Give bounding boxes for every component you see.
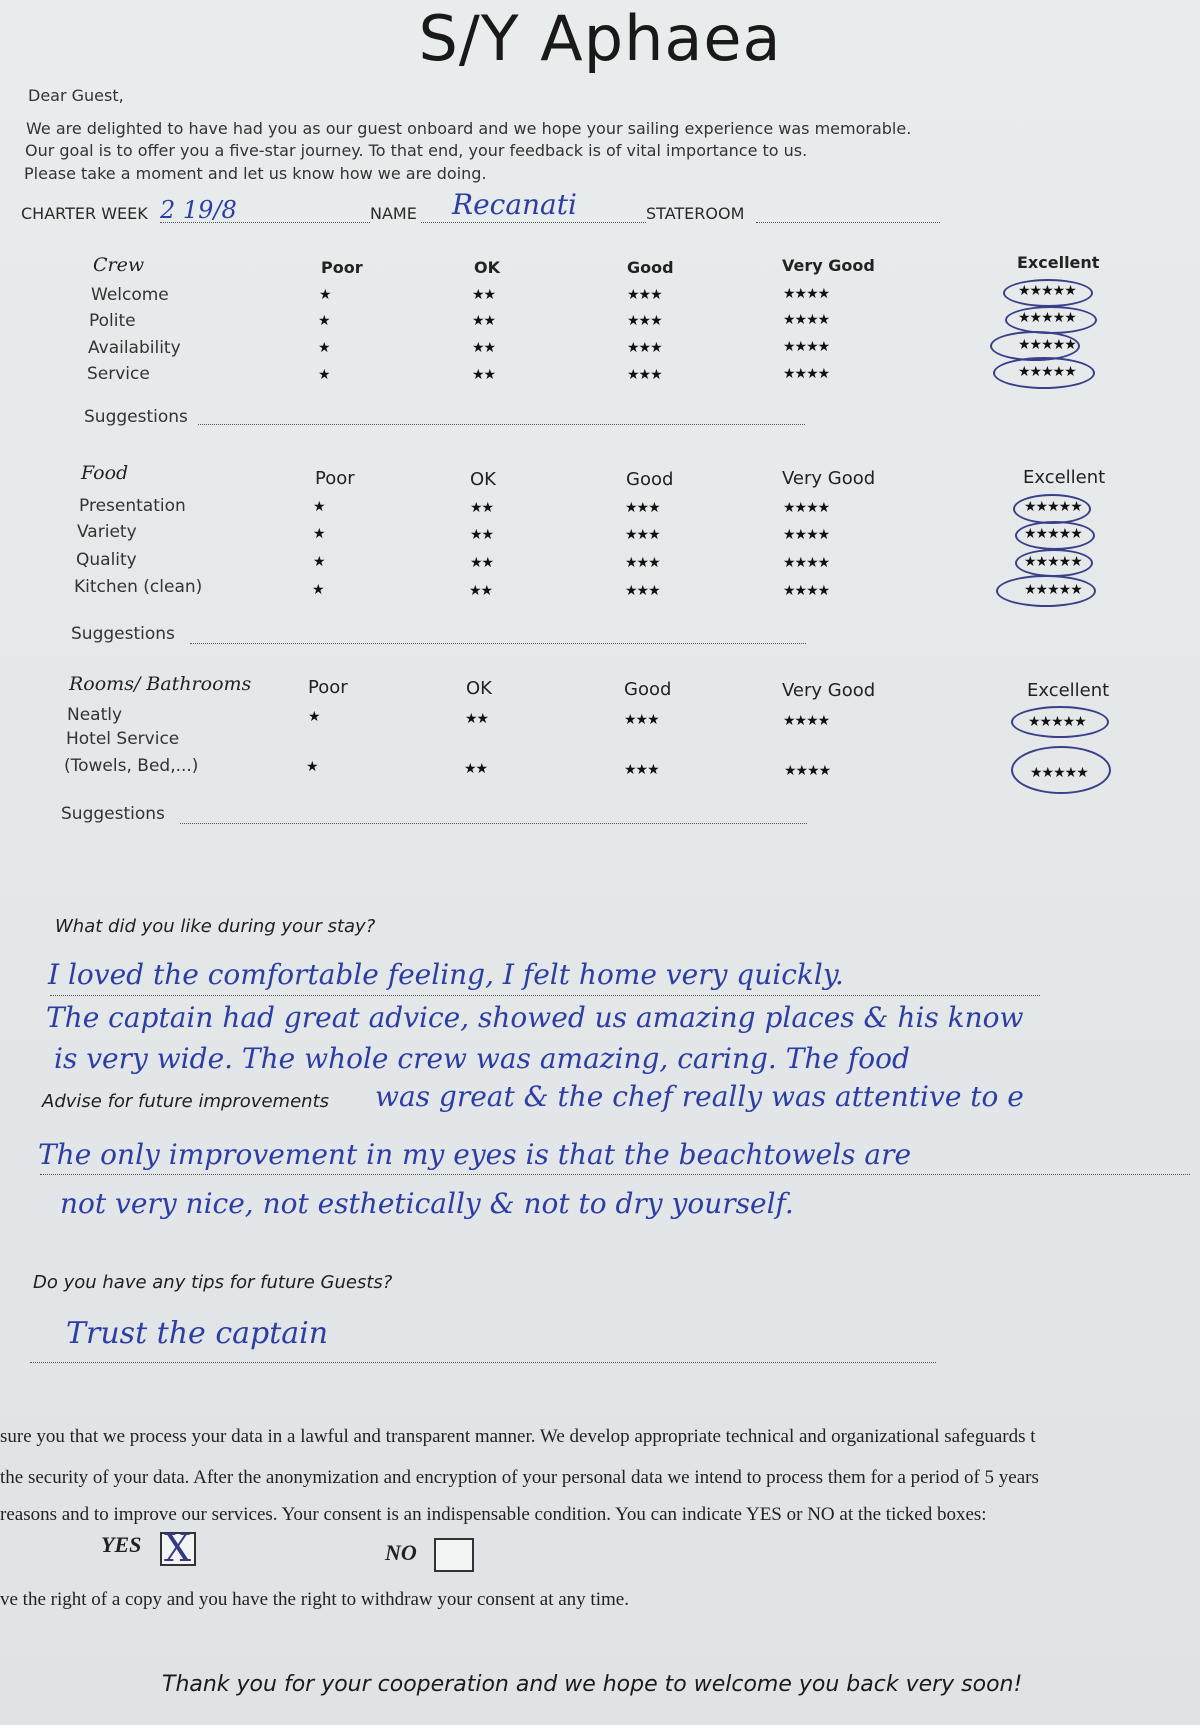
- selection-circle: [1003, 279, 1093, 307]
- yes-checkbox[interactable]: [160, 1526, 196, 1570]
- star-option-poor[interactable]: ★: [308, 709, 320, 725]
- column-ok: OK: [470, 469, 496, 490]
- column-excellent: Excellent: [1023, 467, 1106, 488]
- row-label: Polite: [89, 311, 136, 331]
- star-option-ok[interactable]: ★★: [464, 761, 488, 777]
- row-label: Hotel Service: [66, 729, 180, 749]
- column-excellent: Excellent: [1017, 253, 1100, 272]
- selection-circle: [1015, 549, 1093, 577]
- star-option-ok[interactable]: ★★: [469, 583, 493, 599]
- star-option-poor[interactable]: ★: [313, 554, 325, 570]
- star-option-poor[interactable]: ★: [318, 367, 330, 383]
- star-option-good[interactable]: ★★★: [627, 340, 662, 356]
- column-ok: OK: [466, 678, 492, 699]
- star-option-poor[interactable]: ★: [313, 499, 325, 515]
- row-label: Availability: [88, 338, 181, 358]
- answer-liked-line-2: The captain had great advice, showed us amazing places & his know: [46, 1001, 1024, 1034]
- star-option-very-good[interactable]: ★★★★: [783, 366, 830, 382]
- section-heading-crew: Crew: [93, 254, 145, 276]
- star-option-very-good[interactable]: ★★★★: [783, 713, 830, 729]
- star-option-ok[interactable]: ★★: [472, 340, 496, 356]
- intro-line-3: Please take a moment and let us know how we are doing.: [24, 164, 487, 183]
- star-option-ok[interactable]: ★★: [470, 500, 494, 516]
- greeting: Dear Guest,: [28, 86, 124, 105]
- column-poor: Poor: [308, 677, 348, 698]
- question-tips-label: Do you have any tips for future Guests?: [33, 1272, 393, 1293]
- answer-liked-line-1: I loved the comfortable feeling, I felt home very quickly.: [48, 958, 844, 991]
- page-title: S/Y Aphaea: [418, 2, 782, 75]
- selection-circle: [1013, 494, 1091, 524]
- answer-tips: Trust the captain: [66, 1316, 329, 1351]
- question-improvements-label: Advise for future improvements: [42, 1091, 329, 1112]
- star-option-good[interactable]: ★★★: [625, 555, 660, 571]
- question-liked-label: What did you like during your stay?: [55, 916, 376, 937]
- star-option-ok[interactable]: ★★: [472, 313, 496, 329]
- star-option-excellent[interactable]: ★★★★★: [1024, 582, 1082, 598]
- star-option-good[interactable]: ★★★: [627, 313, 662, 329]
- column-good: Good: [624, 679, 672, 700]
- star-option-very-good[interactable]: ★★★★: [783, 286, 830, 302]
- column-good: Good: [626, 469, 674, 490]
- star-option-very-good[interactable]: ★★★★: [783, 583, 830, 599]
- no-checkbox[interactable]: [434, 1538, 474, 1572]
- intro-line-2: Our goal is to offer you a five-star journey. To that end, your feedback is of vital importance to us.: [25, 141, 808, 160]
- column-very-good: Very Good: [782, 468, 876, 489]
- answer-improvements-line[interactable]: [40, 1174, 1190, 1175]
- suggestions-label-crew: Suggestions: [84, 407, 188, 427]
- star-option-very-good[interactable]: ★★★★: [783, 500, 830, 516]
- suggestions-field-crew[interactable]: [198, 424, 805, 425]
- no-label: NO: [385, 1540, 417, 1565]
- consent-line-2: the security of your data. After the anonymization and encryption of your personal data we intend to process them for a period of 5 years: [0, 1467, 1039, 1488]
- stateroom-label: STATEROOM: [646, 204, 745, 223]
- star-option-very-good[interactable]: ★★★★: [783, 339, 830, 355]
- column-good: Good: [627, 258, 674, 277]
- star-option-good[interactable]: ★★★: [625, 583, 660, 599]
- selection-circle: [996, 575, 1096, 607]
- star-option-ok[interactable]: ★★: [465, 711, 489, 727]
- star-option-very-good[interactable]: ★★★★: [783, 527, 830, 543]
- column-very-good: Very Good: [782, 256, 875, 275]
- column-poor: Poor: [321, 258, 363, 277]
- star-option-ok[interactable]: ★★: [472, 287, 496, 303]
- section-heading-rooms: Rooms/ Bathrooms: [69, 673, 252, 695]
- star-option-poor[interactable]: ★: [312, 582, 324, 598]
- selection-circle: [993, 357, 1095, 389]
- star-option-excellent[interactable]: ★★★★★: [1024, 499, 1082, 515]
- star-option-ok[interactable]: ★★: [472, 367, 496, 383]
- consent-line-4: ve the right of a copy and you have the right to withdraw your consent at any time.: [0, 1589, 629, 1610]
- name-value: Recanati: [452, 188, 577, 221]
- star-option-very-good[interactable]: ★★★★: [783, 312, 830, 328]
- suggestions-field-food[interactable]: [190, 643, 806, 644]
- star-option-excellent[interactable]: ★★★★★: [1018, 283, 1076, 299]
- suggestions-label-rooms: Suggestions: [61, 804, 165, 824]
- name-field-line[interactable]: [421, 222, 646, 223]
- answer-liked-line-3: is very wide. The whole crew was amazing, caring. The food: [54, 1042, 910, 1075]
- answer-improvements-line-2: not very nice, not esthetically & not to dry yourself.: [60, 1187, 794, 1220]
- star-option-good[interactable]: ★★★: [627, 287, 662, 303]
- star-option-poor[interactable]: ★: [318, 313, 330, 329]
- suggestions-label-food: Suggestions: [71, 624, 175, 644]
- star-option-excellent[interactable]: ★★★★★: [1030, 765, 1088, 781]
- consent-line-1: sure you that we process your data in a lawful and transparent manner. We develop appropriate technical and organizational safeguards t: [0, 1426, 1036, 1447]
- star-option-excellent[interactable]: ★★★★★: [1028, 714, 1086, 730]
- selection-circle: [1011, 706, 1109, 738]
- column-very-good: Very Good: [782, 680, 876, 701]
- closing-message: Thank you for your cooperation and we hope to welcome you back very soon!: [162, 1672, 1023, 1697]
- star-option-poor[interactable]: ★: [306, 759, 318, 775]
- star-option-poor[interactable]: ★: [318, 340, 330, 356]
- column-ok: OK: [474, 258, 500, 277]
- row-label: Presentation: [79, 496, 186, 516]
- row-label: Variety: [77, 522, 137, 542]
- star-option-excellent[interactable]: ★★★★★: [1018, 310, 1076, 326]
- star-option-poor[interactable]: ★: [313, 526, 325, 542]
- name-label: NAME: [370, 204, 417, 223]
- row-label: Kitchen (clean): [74, 577, 203, 597]
- suggestions-field-rooms[interactable]: [180, 823, 807, 824]
- star-option-good[interactable]: ★★★: [625, 500, 660, 516]
- section-heading-food: Food: [81, 462, 129, 484]
- charter-week-value: 2 19/8: [160, 196, 237, 224]
- selection-circle: [1005, 306, 1097, 334]
- star-option-excellent[interactable]: ★★★★★: [1024, 554, 1082, 570]
- star-option-poor[interactable]: ★: [319, 287, 331, 303]
- stateroom-field-line[interactable]: [756, 222, 940, 223]
- selection-circle: [1015, 521, 1095, 550]
- row-label: Welcome: [91, 285, 169, 305]
- yes-label: YES: [101, 1532, 142, 1557]
- intro-line-1: We are delighted to have had you as our guest onboard and we hope your sailing experience was memorable.: [26, 119, 912, 138]
- star-option-good[interactable]: ★★★: [624, 762, 659, 778]
- star-option-very-good[interactable]: ★★★★: [783, 555, 830, 571]
- row-label: Quality: [76, 550, 137, 570]
- column-excellent: Excellent: [1027, 680, 1110, 701]
- star-option-very-good[interactable]: ★★★★: [784, 763, 831, 779]
- row-label: Neatly: [67, 705, 123, 725]
- answer-improvements-line-1: The only improvement in my eyes is that the beachtowels are: [38, 1138, 912, 1171]
- row-label: (Towels, Bed,...): [64, 756, 199, 776]
- star-option-excellent[interactable]: ★★★★★: [1024, 526, 1082, 542]
- star-option-excellent[interactable]: ★★★★★: [1018, 337, 1076, 353]
- star-option-good[interactable]: ★★★: [624, 712, 659, 728]
- checkbox-x-mark: X: [164, 1526, 192, 1570]
- star-option-good[interactable]: ★★★: [625, 527, 660, 543]
- star-option-excellent[interactable]: ★★★★★: [1018, 364, 1076, 380]
- star-option-ok[interactable]: ★★: [470, 527, 494, 543]
- answer-tips-line[interactable]: [30, 1362, 936, 1363]
- answer-liked-line[interactable]: [50, 995, 1040, 996]
- charter-week-label: CHARTER WEEK: [21, 204, 148, 223]
- consent-line-3: reasons and to improve our services. Your consent is an indispensable condition. You can indicate YES or NO at the ticked boxes:: [0, 1504, 987, 1525]
- star-option-ok[interactable]: ★★: [470, 555, 494, 571]
- column-poor: Poor: [315, 468, 355, 489]
- answer-liked-line-4: was great & the chef really was attentive to e: [375, 1080, 1024, 1113]
- star-option-good[interactable]: ★★★: [627, 367, 662, 383]
- selection-circle: [1011, 746, 1111, 794]
- row-label: Service: [87, 364, 150, 384]
